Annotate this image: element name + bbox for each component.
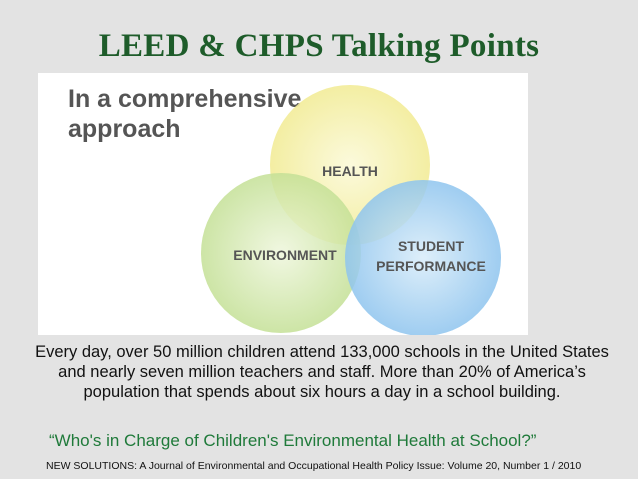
journal-citation: NEW SOLUTIONS: A Journal of Environmental and Occupational Health Policy Issue: Volume 20, Number 1 / 2010: [46, 460, 582, 472]
health-label: HEALTH: [322, 163, 378, 179]
figure-heading-line1: In a comprehensive: [68, 85, 302, 113]
student-label-line1: STUDENT: [397, 238, 465, 254]
venn-diagram-figure: [38, 73, 528, 335]
student-label-line2: PERFORMANCE: [376, 258, 486, 274]
article-quote: “Who's in Charge of Children's Environmental Health at School?”: [49, 431, 537, 450]
figure-heading-line2: approach: [68, 115, 181, 143]
environment-label: ENVIRONMENT: [233, 247, 337, 263]
venn-diagram: [38, 73, 528, 335]
slide-title: LEED & CHPS Talking Points: [98, 28, 540, 64]
body-paragraph: Every day, over 50 million children attend 133,000 schools in the United States and nearly seven million teachers and staff. More than 20% of America’s population that spends about six hours a day in a school building.: [35, 343, 609, 401]
